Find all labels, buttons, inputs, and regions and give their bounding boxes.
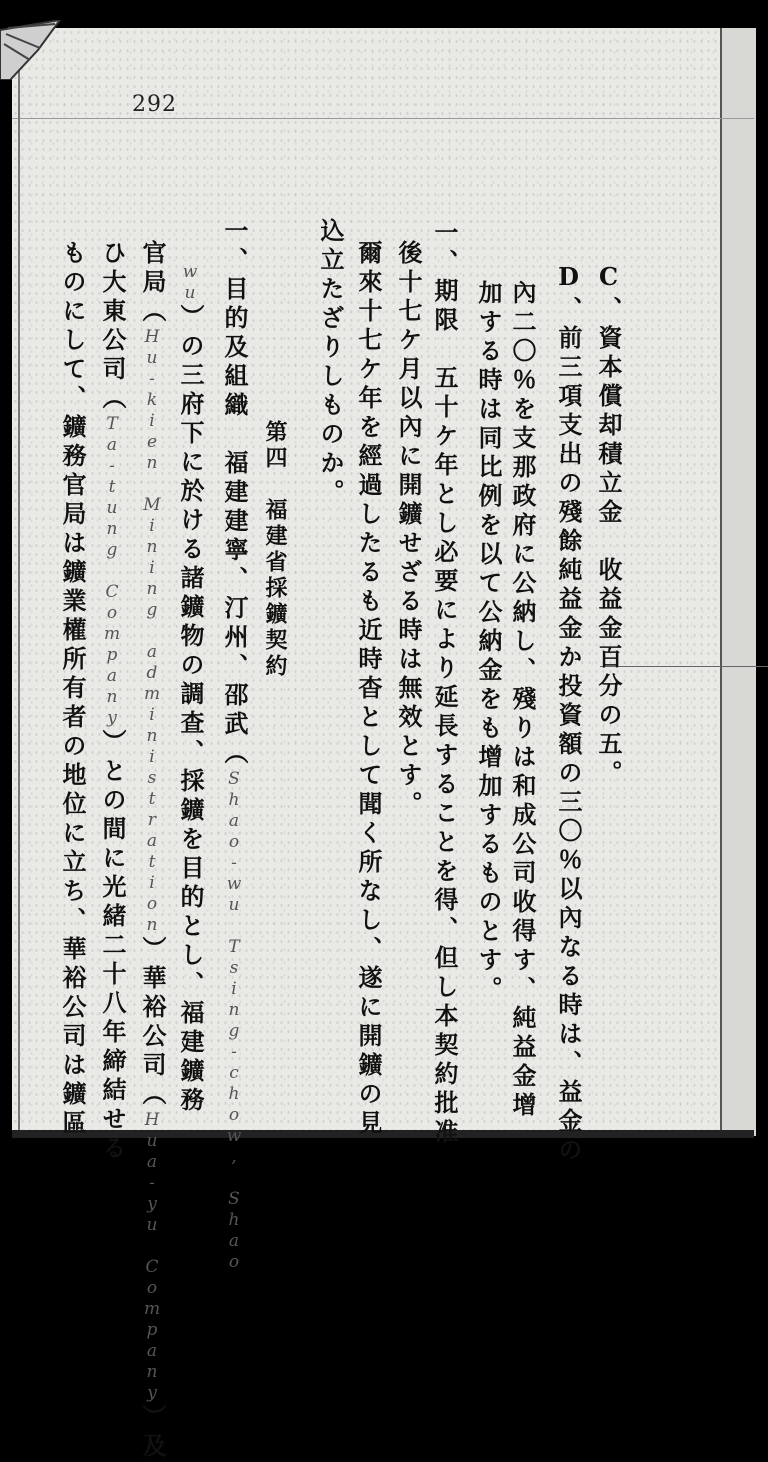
text-column-11-print: ）の三府下に於ける諸鑛物の調查、採鑛を目的とし、福建鑛務 (176, 304, 205, 1116)
text-column-12-print-c: ）及 (138, 1404, 167, 1462)
text-column-10-print: 一、目的及組織 福建建寧、汀州、邵武（ (220, 218, 249, 769)
text-column-13 (98, 240, 127, 1164)
text-column-13-print-b: ）との間に光緒二十八年締結せる (98, 729, 127, 1164)
header-rule (12, 118, 754, 119)
text-column-2: D、前三項支出の殘餘純益金か投資額の三〇％以內なる時は、益金の (554, 262, 583, 1166)
page-number: 292 (132, 92, 177, 117)
page-edge-right (720, 28, 756, 1136)
text-column-5: 一、期限 五十ケ年とし必要により延長することを得、但し本契約批准 (430, 220, 459, 1148)
handwritten-annotation-4: Hua-yu Company (142, 1110, 162, 1404)
handwritten-annotation-3: Hu-kien Mining administration (142, 327, 162, 936)
text-column-10 (220, 218, 249, 1273)
text-column-11 (176, 262, 205, 1116)
text-column-1: C、資本償却積立金 收益金百分の五。 (594, 262, 623, 789)
text-column-12 (138, 240, 167, 1462)
margin-mark (600, 666, 768, 667)
folded-corner-icon (0, 20, 70, 80)
text-column-6: 後十七ケ月以內に開鑛せざる時は無效とす。 (394, 240, 423, 820)
text-column-3: 內二〇％を支那政府に公納し、殘りは和成公司收得す、純益金增 (508, 280, 537, 1121)
text-column-8: 込立たざりしものか。 (316, 218, 345, 508)
text-column-14: ものにして、鑛務官局は鑛業權所有者の地位に立ち、華裕公司は鑛區 (58, 240, 87, 1139)
text-column-13-print-a: ひ大東公司（ (98, 240, 127, 414)
handwritten-annotation-2: wu (180, 262, 200, 304)
handwritten-annotation-1: Shao-wu Tsing-chow, Shao (224, 769, 244, 1273)
text-column-12-print-a: 官局（ (138, 240, 167, 327)
section-heading: 第四 福建省採鑛契約 (262, 420, 288, 680)
text-column-4: 加する時は同比例を以て公納金をも增加するものとす。 (474, 280, 503, 1005)
text-column-12-print-b: ）華裕公司（ (138, 936, 167, 1110)
text-column-7: 爾來十七ケ年を經過したるも近時杳として聞く所なし、遂に開鑛の見 (354, 240, 383, 1139)
handwritten-annotation-5: Ta-tung Company (102, 414, 122, 729)
binding-edge (18, 28, 20, 1136)
